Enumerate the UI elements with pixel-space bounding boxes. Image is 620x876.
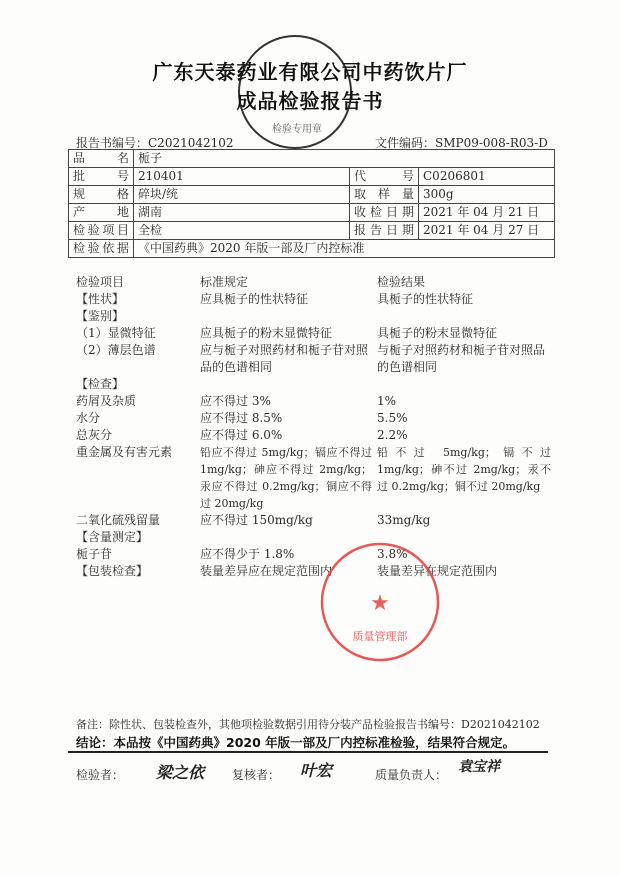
receive-date-label: 收检日期	[350, 204, 419, 222]
standard: 应与栀子对照药材和栀子苷对照品的色谱相同	[200, 343, 369, 374]
result-row	[76, 563, 556, 580]
result-row	[76, 325, 556, 342]
qa-label: 质量负责人：	[375, 768, 448, 782]
basis-label: 检验依据	[69, 240, 134, 258]
standard: 应不得过 8.5%	[200, 411, 283, 425]
reviewer-label: 复核者：	[232, 768, 281, 782]
standard: 应不得过 3%	[200, 394, 271, 408]
result: 铅不过 5mg/kg；镉不过 1mg/kg；砷不过 2mg/kg；汞不过 0.2mg/kg；铜不过 20mg/kg	[377, 446, 551, 493]
product-name: 栀子	[134, 150, 555, 168]
standard: 应不得少于 1.8%	[200, 547, 295, 561]
item: 【鉴别】	[76, 309, 125, 323]
remark: 备注：除性状、包装检查外，其他项检验数据引用待分装产品检验报告书编号：D2021042102	[76, 718, 540, 731]
qa-signature: 袁宝祥	[458, 759, 500, 775]
result-row	[76, 444, 556, 512]
svg-text:质量管理部: 质量管理部	[352, 630, 408, 643]
report-title: 成品检验报告书	[236, 89, 384, 113]
col-result: 检验结果	[377, 275, 426, 289]
product-code: C0206801	[419, 168, 555, 186]
spec-label: 规 格	[69, 186, 134, 204]
inspector-signature: 梁之依	[156, 763, 205, 782]
standard	[200, 308, 377, 325]
result: 3.8%	[377, 547, 408, 561]
item: 【包装检查】	[76, 564, 149, 578]
standard: 应具栀子的性状特征	[200, 292, 309, 306]
item: 水分	[76, 411, 101, 425]
result-row	[76, 512, 556, 529]
origin: 湖南	[134, 204, 350, 222]
qa-department-seal	[318, 540, 442, 664]
batch-label: 批 号	[69, 168, 134, 186]
item: 栀子苷	[76, 547, 113, 561]
document-code: 文件编码：SMP09-008-R03-D	[375, 136, 548, 150]
standard	[200, 376, 377, 393]
standard: 装量差异应在规定范围内	[200, 564, 333, 578]
reviewer-signature: 叶宏	[300, 761, 333, 780]
result-row	[76, 393, 556, 410]
result: 装量差异在规定范围内	[377, 564, 498, 578]
svg-text:★: ★	[370, 591, 390, 616]
result-row	[76, 291, 556, 308]
col-standard: 标准规定	[200, 275, 249, 289]
item: （2）薄层色谱	[76, 343, 156, 357]
batch-number: 210401	[134, 168, 350, 186]
spec: 碎块/统	[134, 186, 350, 204]
result-row	[76, 546, 556, 563]
result-row	[76, 376, 556, 393]
result-row	[76, 529, 556, 546]
inspection-seal-text: 检验专用章	[272, 124, 322, 135]
item: 二氧化硫残留量	[76, 513, 161, 527]
item: 【含量测定】	[76, 530, 149, 544]
col-item: 检验项目	[76, 275, 125, 289]
result	[377, 308, 556, 325]
result-row	[76, 342, 556, 376]
test-item-label: 检验项目	[69, 222, 134, 240]
result: 与栀子对照药材和栀子苷对照品的色谱相同	[377, 343, 546, 374]
result: 1%	[377, 394, 397, 408]
divider	[68, 751, 548, 753]
report-date-label: 报告日期	[350, 222, 419, 240]
item: 重金属及有害元素	[76, 445, 173, 459]
origin-label: 产 地	[69, 204, 134, 222]
results-section	[76, 274, 556, 580]
item: 【检查】	[76, 377, 125, 391]
name-label: 品 名	[69, 150, 134, 168]
conclusion: 结论：本品按《中国药典》2020 年版一部及厂内控标准检验，结果符合规定。	[76, 735, 516, 750]
code-label: 代 号	[350, 168, 419, 186]
item: 药屑及杂质	[76, 394, 137, 408]
results-header	[76, 274, 556, 291]
result: 5.5%	[377, 411, 408, 425]
inspector-label: 检验者：	[76, 768, 125, 782]
result	[377, 376, 556, 393]
basis: 《中国药典》2020 年版一部及厂内控标准	[134, 240, 555, 258]
standard: 应不得过 6.0%	[200, 428, 283, 442]
item: 【性状】	[76, 292, 125, 306]
standard: 应具栀子的粉末显微特征	[200, 326, 333, 340]
item: （1）显微特征	[76, 326, 156, 340]
result-row	[76, 427, 556, 444]
company-name: 广东天泰药业有限公司中药饮片厂	[152, 60, 468, 84]
result-row	[76, 410, 556, 427]
result-row	[76, 308, 556, 325]
test-item: 全检	[134, 222, 350, 240]
result: 2.2%	[377, 428, 408, 442]
report-number: 报告书编号：C2021042102	[76, 136, 234, 150]
result: 具栀子的性状特征	[377, 292, 474, 306]
report-date: 2021 年 04 月 27 日	[419, 222, 555, 240]
result: 具栀子的粉末显微特征	[377, 326, 498, 340]
item: 总灰分	[76, 428, 113, 442]
product-info-table	[68, 149, 555, 258]
receive-date: 2021 年 04 月 21 日	[419, 204, 555, 222]
sample-label: 取样量	[350, 186, 419, 204]
standard: 应不得过 150mg/kg	[200, 513, 313, 527]
result: 33mg/kg	[377, 513, 431, 527]
sample-amount: 300g	[419, 186, 555, 204]
standard: 铅应不得过 5mg/kg；镉应不得过 1mg/kg；砷应不得过 2mg/kg；汞应不得过 0.2mg/kg；铜应不得过 20mg/kg	[200, 446, 372, 510]
